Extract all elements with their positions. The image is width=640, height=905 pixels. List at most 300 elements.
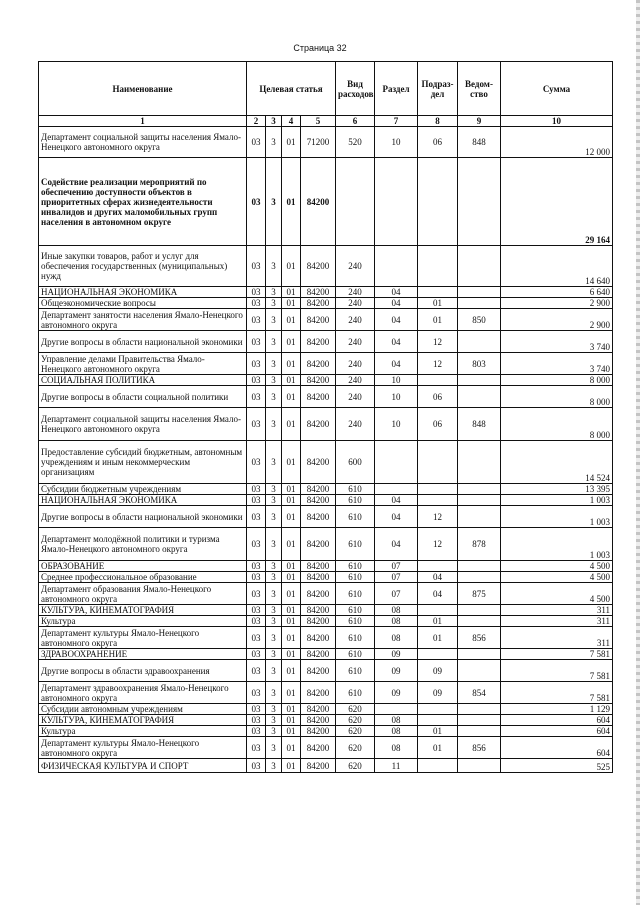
department-code — [458, 484, 501, 495]
row-sum: 8 000 — [501, 408, 613, 441]
page-number-label: Страница 32 — [293, 43, 347, 53]
table-row — [39, 441, 613, 484]
table-row — [39, 649, 613, 660]
main-activity-code: 01 — [282, 441, 301, 484]
row-name: Общеэкономические вопросы — [39, 298, 247, 309]
subprogram-code: 3 — [266, 704, 282, 715]
subsection-code: 12 — [418, 528, 458, 561]
subprogram-code: 3 — [266, 605, 282, 616]
expense-type: 610 — [336, 583, 375, 605]
program-code: 03 — [247, 441, 266, 484]
table-row — [39, 704, 613, 715]
program-code: 03 — [247, 649, 266, 660]
direction-code: 84200 — [301, 737, 336, 759]
program-code: 03 — [247, 759, 266, 773]
row-sum: 8 000 — [501, 386, 613, 408]
subprogram-code: 3 — [266, 715, 282, 726]
department-code — [458, 375, 501, 386]
subsection-code: 12 — [418, 506, 458, 528]
subsection-code: 09 — [418, 660, 458, 682]
table-row — [39, 682, 613, 704]
expense-type: 610 — [336, 495, 375, 506]
subsection-code: 12 — [418, 331, 458, 353]
subsection-code: 01 — [418, 726, 458, 737]
subsection-code: 01 — [418, 616, 458, 627]
subsection-code — [418, 759, 458, 773]
subsection-code — [418, 441, 458, 484]
table-header-row — [39, 62, 613, 116]
section-code: 09 — [375, 649, 418, 660]
row-sum: 1 003 — [501, 506, 613, 528]
column-number: 9 — [458, 116, 501, 127]
main-activity-code: 01 — [282, 506, 301, 528]
expense-type: 620 — [336, 715, 375, 726]
row-sum: 525 — [501, 759, 613, 773]
main-activity-code: 01 — [282, 627, 301, 649]
section-code: 10 — [375, 386, 418, 408]
subsection-code — [418, 484, 458, 495]
subprogram-code: 3 — [266, 246, 282, 287]
department-code: 878 — [458, 528, 501, 561]
department-code — [458, 246, 501, 287]
expense-type: 620 — [336, 704, 375, 715]
main-activity-code: 01 — [282, 298, 301, 309]
table-row — [39, 298, 613, 309]
program-code: 03 — [247, 506, 266, 528]
section-code: 09 — [375, 660, 418, 682]
expense-type — [336, 158, 375, 246]
section-code: 08 — [375, 715, 418, 726]
direction-code: 84200 — [301, 309, 336, 331]
expense-type: 610 — [336, 484, 375, 495]
section-code: 04 — [375, 309, 418, 331]
column-number: 10 — [501, 116, 613, 127]
subprogram-code: 3 — [266, 726, 282, 737]
program-code: 03 — [247, 528, 266, 561]
row-name: Департамент социальной защиты населения Ямало-Ненецкого автономного округа — [39, 408, 247, 441]
row-name: Управление делами Правительства Ямало-Ненецкого автономного округа — [39, 353, 247, 375]
direction-code: 84200 — [301, 561, 336, 572]
subsection-code — [418, 158, 458, 246]
program-code: 03 — [247, 127, 266, 158]
direction-code: 71200 — [301, 127, 336, 158]
program-code: 03 — [247, 561, 266, 572]
section-code — [375, 704, 418, 715]
program-code: 03 — [247, 682, 266, 704]
row-name: СОЦИАЛЬНАЯ ПОЛИТИКА — [39, 375, 247, 386]
row-sum: 1 129 — [501, 704, 613, 715]
subsection-code — [418, 495, 458, 506]
table-row — [39, 375, 613, 386]
program-code: 03 — [247, 726, 266, 737]
table-row — [39, 495, 613, 506]
section-code: 04 — [375, 528, 418, 561]
section-code: 04 — [375, 495, 418, 506]
main-activity-code: 01 — [282, 127, 301, 158]
expense-type: 610 — [336, 528, 375, 561]
department-code: 875 — [458, 583, 501, 605]
row-sum: 14 640 — [501, 246, 613, 287]
main-activity-code: 01 — [282, 704, 301, 715]
table-row — [39, 484, 613, 495]
direction-code: 84200 — [301, 353, 336, 375]
main-activity-code: 01 — [282, 528, 301, 561]
subprogram-code: 3 — [266, 627, 282, 649]
subprogram-code: 3 — [266, 682, 282, 704]
row-name: Среднее профессиональное образование — [39, 572, 247, 583]
direction-code: 84200 — [301, 495, 336, 506]
expense-type: 610 — [336, 561, 375, 572]
row-sum: 7 581 — [501, 660, 613, 682]
header-subsection: Подраз- дел — [418, 62, 458, 116]
table-row — [39, 627, 613, 649]
main-activity-code: 01 — [282, 660, 301, 682]
table-row — [39, 726, 613, 737]
row-sum: 29 164 — [501, 158, 613, 246]
department-code — [458, 561, 501, 572]
subprogram-code: 3 — [266, 495, 282, 506]
program-code: 03 — [247, 408, 266, 441]
section-code: 04 — [375, 287, 418, 298]
department-code — [458, 759, 501, 773]
row-sum: 7 581 — [501, 682, 613, 704]
row-name: НАЦИОНАЛЬНАЯ ЭКОНОМИКА — [39, 495, 247, 506]
program-code: 03 — [247, 287, 266, 298]
section-code: 04 — [375, 506, 418, 528]
expense-type: 610 — [336, 506, 375, 528]
row-name: Субсидии автономным учреждениям — [39, 704, 247, 715]
direction-code: 84200 — [301, 528, 336, 561]
section-code: 09 — [375, 682, 418, 704]
subsection-code: 01 — [418, 737, 458, 759]
subsection-code: 01 — [418, 627, 458, 649]
section-code: 08 — [375, 737, 418, 759]
expense-type: 240 — [336, 386, 375, 408]
expense-type: 620 — [336, 737, 375, 759]
section-code: 08 — [375, 605, 418, 616]
table-row — [39, 353, 613, 375]
row-sum: 4 500 — [501, 572, 613, 583]
section-code: 10 — [375, 408, 418, 441]
department-code — [458, 616, 501, 627]
table-row — [39, 528, 613, 561]
section-code: 11 — [375, 759, 418, 773]
main-activity-code: 01 — [282, 572, 301, 583]
subsection-code — [418, 704, 458, 715]
program-code: 03 — [247, 353, 266, 375]
expense-type: 620 — [336, 759, 375, 773]
direction-code: 84200 — [301, 660, 336, 682]
direction-code: 84200 — [301, 246, 336, 287]
department-code — [458, 605, 501, 616]
direction-code: 84200 — [301, 715, 336, 726]
department-code — [458, 726, 501, 737]
direction-code: 84200 — [301, 506, 336, 528]
subprogram-code: 3 — [266, 408, 282, 441]
department-code — [458, 649, 501, 660]
table-body — [39, 127, 613, 773]
row-sum: 604 — [501, 737, 613, 759]
main-activity-code: 01 — [282, 158, 301, 246]
direction-code: 84200 — [301, 572, 336, 583]
section-code — [375, 441, 418, 484]
department-code — [458, 660, 501, 682]
main-activity-code: 01 — [282, 386, 301, 408]
section-code: 08 — [375, 616, 418, 627]
main-activity-code: 01 — [282, 583, 301, 605]
row-sum: 13 395 — [501, 484, 613, 495]
main-activity-code: 01 — [282, 649, 301, 660]
direction-code: 84200 — [301, 616, 336, 627]
program-code: 03 — [247, 704, 266, 715]
subsection-code — [418, 649, 458, 660]
column-number: 3 — [266, 116, 282, 127]
program-code: 03 — [247, 309, 266, 331]
main-activity-code: 01 — [282, 246, 301, 287]
column-number: 7 — [375, 116, 418, 127]
row-sum: 3 740 — [501, 331, 613, 353]
department-code: 856 — [458, 737, 501, 759]
section-code — [375, 158, 418, 246]
column-number: 1 — [39, 116, 247, 127]
direction-code: 84200 — [301, 386, 336, 408]
table-row — [39, 158, 613, 246]
main-activity-code: 01 — [282, 484, 301, 495]
subsection-code: 09 — [418, 682, 458, 704]
table-row — [39, 309, 613, 331]
program-code: 03 — [247, 495, 266, 506]
subsection-code: 06 — [418, 408, 458, 441]
row-sum: 311 — [501, 616, 613, 627]
main-activity-code: 01 — [282, 561, 301, 572]
section-code — [375, 484, 418, 495]
direction-code: 84200 — [301, 759, 336, 773]
column-number: 8 — [418, 116, 458, 127]
column-number: 5 — [301, 116, 336, 127]
row-sum: 7 581 — [501, 649, 613, 660]
department-code — [458, 158, 501, 246]
section-code: 04 — [375, 298, 418, 309]
main-activity-code: 01 — [282, 726, 301, 737]
department-code — [458, 298, 501, 309]
section-code: 04 — [375, 353, 418, 375]
column-number: 6 — [336, 116, 375, 127]
row-sum: 604 — [501, 715, 613, 726]
department-code — [458, 386, 501, 408]
main-activity-code: 01 — [282, 759, 301, 773]
subsection-code: 01 — [418, 298, 458, 309]
row-name: КУЛЬТУРА, КИНЕМАТОГРАФИЯ — [39, 715, 247, 726]
program-code: 03 — [247, 715, 266, 726]
table-row — [39, 572, 613, 583]
row-name: КУЛЬТУРА, КИНЕМАТОГРАФИЯ — [39, 605, 247, 616]
direction-code: 84200 — [301, 441, 336, 484]
row-sum: 6 640 — [501, 287, 613, 298]
table-row — [39, 246, 613, 287]
department-code: 803 — [458, 353, 501, 375]
program-code: 03 — [247, 158, 266, 246]
program-code: 03 — [247, 386, 266, 408]
header-department: Ведом- ство — [458, 62, 501, 116]
column-number: 4 — [282, 116, 301, 127]
subprogram-code: 3 — [266, 561, 282, 572]
expense-type: 240 — [336, 353, 375, 375]
subprogram-code: 3 — [266, 375, 282, 386]
header-name: Наименование — [39, 62, 247, 116]
subprogram-code: 3 — [266, 572, 282, 583]
subsection-code — [418, 375, 458, 386]
expense-type: 240 — [336, 331, 375, 353]
program-code: 03 — [247, 331, 266, 353]
row-sum: 1 003 — [501, 528, 613, 561]
column-number: 2 — [247, 116, 266, 127]
program-code: 03 — [247, 583, 266, 605]
row-name: Другие вопросы в области национальной экономики — [39, 506, 247, 528]
expense-type: 610 — [336, 627, 375, 649]
subprogram-code: 3 — [266, 158, 282, 246]
program-code: 03 — [247, 627, 266, 649]
row-name: ОБРАЗОВАНИЕ — [39, 561, 247, 572]
direction-code: 84200 — [301, 726, 336, 737]
department-code: 854 — [458, 682, 501, 704]
row-name: Культура — [39, 616, 247, 627]
table-row — [39, 561, 613, 572]
program-code: 03 — [247, 246, 266, 287]
table-row — [39, 737, 613, 759]
subsection-code — [418, 246, 458, 287]
subsection-code — [418, 287, 458, 298]
row-sum: 14 524 — [501, 441, 613, 484]
subprogram-code: 3 — [266, 287, 282, 298]
subsection-code: 12 — [418, 353, 458, 375]
direction-code: 84200 — [301, 704, 336, 715]
scan-edge-artifact — [636, 0, 640, 905]
section-code: 08 — [375, 726, 418, 737]
row-name: НАЦИОНАЛЬНАЯ ЭКОНОМИКА — [39, 287, 247, 298]
main-activity-code: 01 — [282, 605, 301, 616]
expense-type: 610 — [336, 616, 375, 627]
row-sum: 1 003 — [501, 495, 613, 506]
row-name: Другие вопросы в области здравоохранения — [39, 660, 247, 682]
department-code — [458, 715, 501, 726]
main-activity-code: 01 — [282, 375, 301, 386]
department-code: 850 — [458, 309, 501, 331]
program-code: 03 — [247, 572, 266, 583]
expense-type: 520 — [336, 127, 375, 158]
direction-code: 84200 — [301, 627, 336, 649]
program-code: 03 — [247, 484, 266, 495]
row-name: ФИЗИЧЕСКАЯ КУЛЬТУРА И СПОРТ — [39, 759, 247, 773]
subprogram-code: 3 — [266, 331, 282, 353]
subsection-code: 06 — [418, 386, 458, 408]
subprogram-code: 3 — [266, 298, 282, 309]
expense-type: 620 — [336, 726, 375, 737]
subprogram-code: 3 — [266, 737, 282, 759]
section-code — [375, 246, 418, 287]
department-code — [458, 506, 501, 528]
program-code: 03 — [247, 660, 266, 682]
subprogram-code: 3 — [266, 616, 282, 627]
row-name: ЗДРАВООХРАНЕНИЕ — [39, 649, 247, 660]
program-code: 03 — [247, 605, 266, 616]
header-expense-type: Вид расходов — [336, 62, 375, 116]
row-sum: 8 000 — [501, 375, 613, 386]
expense-type: 610 — [336, 660, 375, 682]
direction-code: 84200 — [301, 298, 336, 309]
row-name: Департамент здравоохранения Ямало-Ненецкого автономного округа — [39, 682, 247, 704]
department-code — [458, 441, 501, 484]
row-name: Департамент социальной защиты населения Ямало-Ненецкого автономного округа — [39, 127, 247, 158]
expense-type: 600 — [336, 441, 375, 484]
subprogram-code: 3 — [266, 127, 282, 158]
section-code: 10 — [375, 127, 418, 158]
row-name: Департамент культуры Ямало-Ненецкого автономного округа — [39, 737, 247, 759]
table-row — [39, 408, 613, 441]
section-code: 04 — [375, 331, 418, 353]
department-code: 848 — [458, 408, 501, 441]
row-name: Департамент культуры Ямало-Ненецкого автономного округа — [39, 627, 247, 649]
expense-type: 240 — [336, 309, 375, 331]
expense-type: 240 — [336, 246, 375, 287]
subsection-code — [418, 605, 458, 616]
section-code: 07 — [375, 561, 418, 572]
section-code: 07 — [375, 572, 418, 583]
subsection-code: 01 — [418, 309, 458, 331]
main-activity-code: 01 — [282, 616, 301, 627]
department-code — [458, 704, 501, 715]
subprogram-code: 3 — [266, 528, 282, 561]
row-name: Департамент образования Ямало-Ненецкого автономного округа — [39, 583, 247, 605]
program-code: 03 — [247, 375, 266, 386]
row-name: Содействие реализации мероприятий по обеспечению доступности объектов в приоритетных сферах жизнедеятельности инвалидов и других маломобильных групп населения в автономном округе — [39, 158, 247, 246]
table-row — [39, 715, 613, 726]
table-row — [39, 331, 613, 353]
subsection-code: 04 — [418, 583, 458, 605]
subprogram-code: 3 — [266, 649, 282, 660]
row-name: Иные закупки товаров, работ и услуг для обеспечения государственных (муниципальных) нужд — [39, 246, 247, 287]
header-section: Раздел — [375, 62, 418, 116]
row-sum: 3 740 — [501, 353, 613, 375]
row-sum: 12 000 — [501, 127, 613, 158]
table-row — [39, 583, 613, 605]
row-name: Предоставление субсидий бюджетным, автономным учреждениям и иным некоммерческим организациям — [39, 441, 247, 484]
department-code — [458, 331, 501, 353]
program-code: 03 — [247, 737, 266, 759]
row-sum: 311 — [501, 627, 613, 649]
row-name: Департамент занятости населения Ямало-Ненецкого автономного округа — [39, 309, 247, 331]
program-code: 03 — [247, 616, 266, 627]
table-row — [39, 127, 613, 158]
direction-code: 84200 — [301, 158, 336, 246]
subsection-code: 06 — [418, 127, 458, 158]
table-row — [39, 605, 613, 616]
main-activity-code: 01 — [282, 287, 301, 298]
program-code: 03 — [247, 298, 266, 309]
table-row — [39, 616, 613, 627]
row-sum: 311 — [501, 605, 613, 616]
row-name: Департамент молодёжной политики и туризма Ямало-Ненецкого автономного округа — [39, 528, 247, 561]
subsection-code: 04 — [418, 572, 458, 583]
expense-type: 610 — [336, 682, 375, 704]
expense-type: 610 — [336, 572, 375, 583]
header-target-article: Целевая статья — [247, 62, 336, 116]
direction-code: 84200 — [301, 484, 336, 495]
expense-type: 240 — [336, 298, 375, 309]
expense-type: 610 — [336, 605, 375, 616]
main-activity-code: 01 — [282, 408, 301, 441]
subprogram-code: 3 — [266, 759, 282, 773]
section-code: 10 — [375, 375, 418, 386]
